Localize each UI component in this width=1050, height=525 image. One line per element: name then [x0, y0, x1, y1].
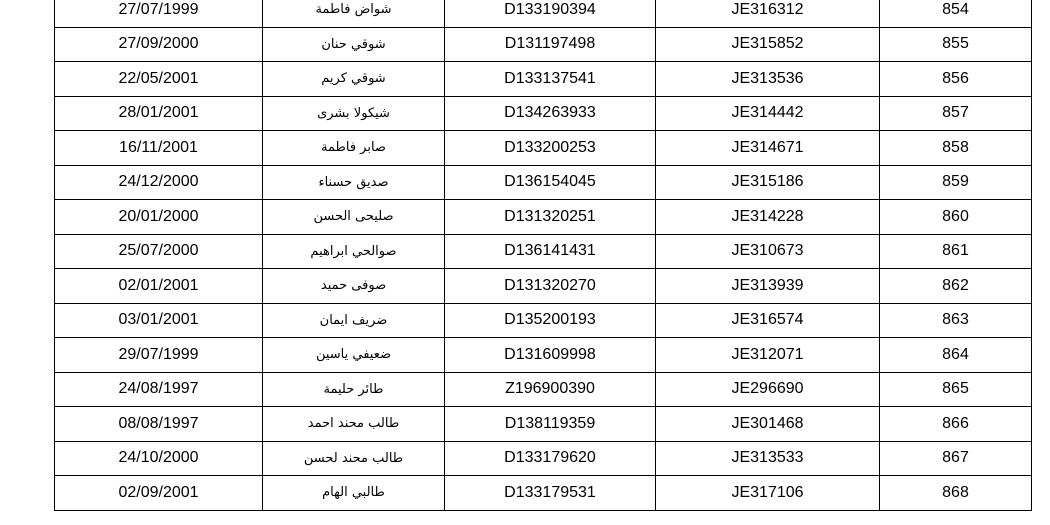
birth-date-cell: 02/09/2001	[55, 476, 263, 511]
full-name-cell: شواض فاطمة	[263, 0, 445, 27]
full-name-cell: صابر فاطمة	[263, 131, 445, 166]
birth-date-cell: 24/10/2000	[55, 441, 263, 476]
row-number-cell: 865	[880, 372, 1032, 407]
id-code-cell: D131320251	[445, 200, 656, 235]
row-number-cell: 861	[880, 234, 1032, 269]
table-row	[55, 234, 1032, 269]
full-name-cell: صديق حسناء	[263, 165, 445, 200]
table-row	[55, 372, 1032, 407]
full-name-cell: شيكولا بشرى	[263, 96, 445, 131]
registration-code-cell: JE314228	[656, 200, 880, 235]
registration-code-cell: JE313536	[656, 62, 880, 97]
full-name-cell: طالب محند لحسن	[263, 441, 445, 476]
birth-date-cell: 16/11/2001	[55, 131, 263, 166]
id-code-cell: D133190394	[445, 0, 656, 27]
registration-code-cell: JE296690	[656, 372, 880, 407]
id-code-cell: D134263933	[445, 96, 656, 131]
registration-code-cell: JE315852	[656, 27, 880, 62]
id-code-cell: Z196900390	[445, 372, 656, 407]
registration-code-cell: JE314671	[656, 131, 880, 166]
row-number-cell: 868	[880, 476, 1032, 511]
table-row	[55, 96, 1032, 131]
id-code-cell: D138119359	[445, 407, 656, 442]
row-number-cell: 864	[880, 338, 1032, 373]
row-number-cell: 860	[880, 200, 1032, 235]
birth-date-cell: 27/09/2000	[55, 27, 263, 62]
row-number-cell: 866	[880, 407, 1032, 442]
table-row	[55, 303, 1032, 338]
row-number-cell: 854	[880, 0, 1032, 27]
id-code-cell: D135200193	[445, 303, 656, 338]
registration-code-cell: JE316574	[656, 303, 880, 338]
table-row	[55, 165, 1032, 200]
table-row	[55, 269, 1032, 304]
full-name-cell: ضريف ايمان	[263, 303, 445, 338]
row-number-cell: 859	[880, 165, 1032, 200]
registration-code-cell: JE312071	[656, 338, 880, 373]
row-number-cell: 855	[880, 27, 1032, 62]
row-number-cell: 867	[880, 441, 1032, 476]
birth-date-cell: 20/01/2000	[55, 200, 263, 235]
birth-date-cell: 24/08/1997	[55, 372, 263, 407]
birth-date-cell: 02/01/2001	[55, 269, 263, 304]
registration-code-cell: JE301468	[656, 407, 880, 442]
full-name-cell: شوقي كريم	[263, 62, 445, 97]
row-number-cell: 856	[880, 62, 1032, 97]
birth-date-cell: 25/07/2000	[55, 234, 263, 269]
full-name-cell: ضعيفي ياسين	[263, 338, 445, 373]
id-code-cell: D136141431	[445, 234, 656, 269]
records-table	[54, 0, 1032, 511]
birth-date-cell: 22/05/2001	[55, 62, 263, 97]
table-row	[55, 441, 1032, 476]
registration-code-cell: JE315186	[656, 165, 880, 200]
table-row	[55, 200, 1032, 235]
row-number-cell: 862	[880, 269, 1032, 304]
table-row	[55, 27, 1032, 62]
row-number-cell: 857	[880, 96, 1032, 131]
registration-code-cell: JE314442	[656, 96, 880, 131]
table-row	[55, 407, 1032, 442]
id-code-cell: D131320270	[445, 269, 656, 304]
birth-date-cell: 03/01/2001	[55, 303, 263, 338]
registration-code-cell: JE316312	[656, 0, 880, 27]
id-code-cell: D133200253	[445, 131, 656, 166]
table-row	[55, 0, 1032, 27]
full-name-cell: طالب محند احمد	[263, 407, 445, 442]
row-number-cell: 858	[880, 131, 1032, 166]
full-name-cell: صوالحي ابراهيم	[263, 234, 445, 269]
row-number-cell: 863	[880, 303, 1032, 338]
full-name-cell: صوفى حميد	[263, 269, 445, 304]
id-code-cell: D131197498	[445, 27, 656, 62]
birth-date-cell: 24/12/2000	[55, 165, 263, 200]
full-name-cell: شوقي حنان	[263, 27, 445, 62]
full-name-cell: طالبي الهام	[263, 476, 445, 511]
table-row	[55, 476, 1032, 511]
table-row	[55, 338, 1032, 373]
birth-date-cell: 28/01/2001	[55, 96, 263, 131]
id-code-cell: D133137541	[445, 62, 656, 97]
id-code-cell: D133179531	[445, 476, 656, 511]
records-table-body	[55, 0, 1032, 510]
birth-date-cell: 29/07/1999	[55, 338, 263, 373]
full-name-cell: طائر حليمة	[263, 372, 445, 407]
id-code-cell: D136154045	[445, 165, 656, 200]
registration-code-cell: JE313533	[656, 441, 880, 476]
birth-date-cell: 27/07/1999	[55, 0, 263, 27]
registration-code-cell: JE317106	[656, 476, 880, 511]
full-name-cell: صليحى الحسن	[263, 200, 445, 235]
birth-date-cell: 08/08/1997	[55, 407, 263, 442]
registration-code-cell: JE310673	[656, 234, 880, 269]
id-code-cell: D133179620	[445, 441, 656, 476]
id-code-cell: D131609998	[445, 338, 656, 373]
table-row	[55, 131, 1032, 166]
registration-code-cell: JE313939	[656, 269, 880, 304]
table-row	[55, 62, 1032, 97]
